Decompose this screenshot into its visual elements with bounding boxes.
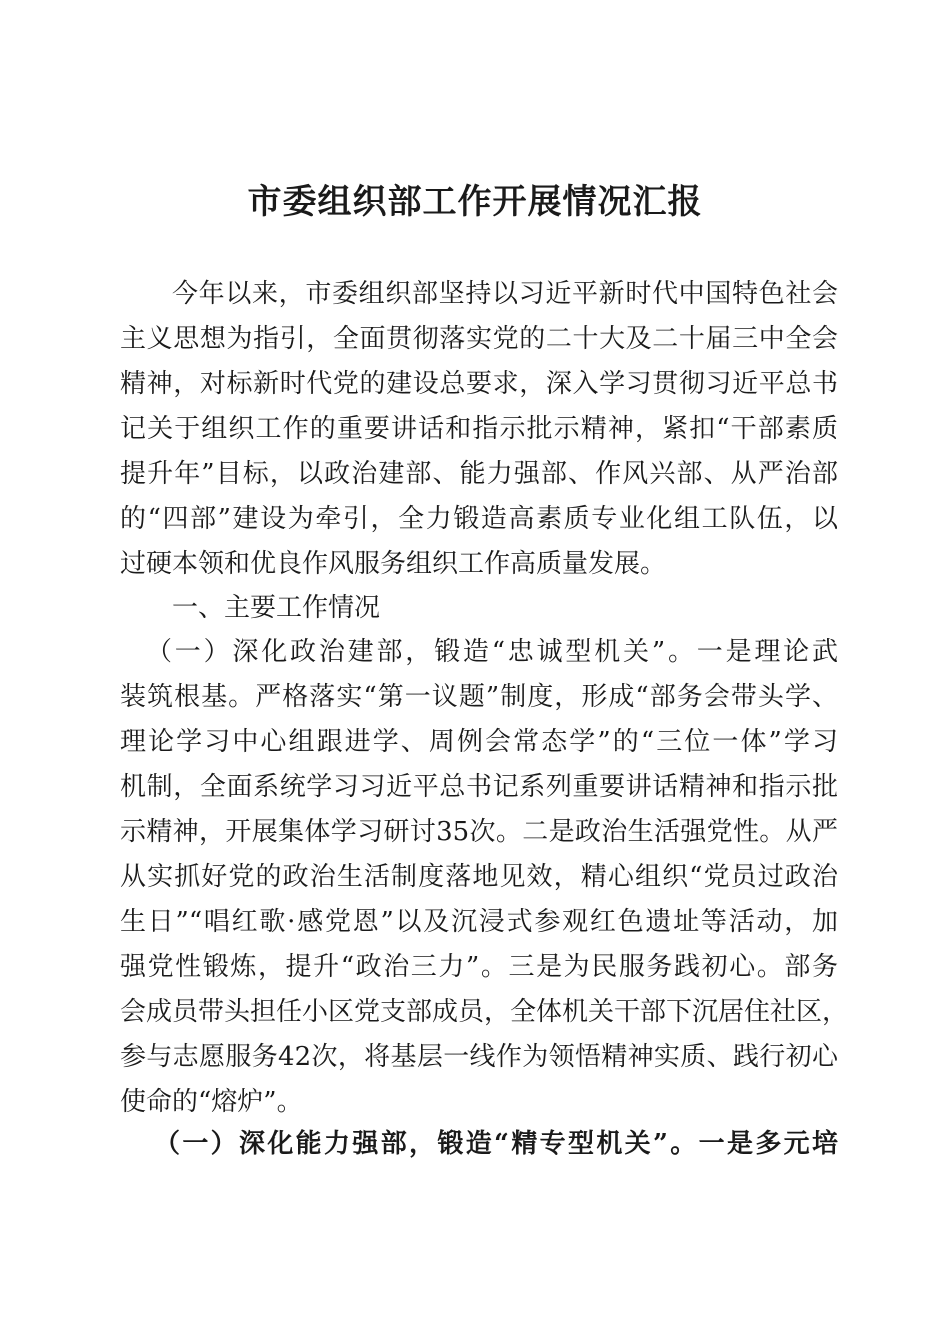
paragraph-line: 使命的“熔炉”。 — [120, 1087, 303, 1117]
intro-paragraph — [120, 272, 838, 587]
paragraph-line: （一）深化政治建部，锻造“忠诚型机关”。一是理论武 — [146, 637, 838, 667]
paragraph-line: 机制，全面系统学习习近平总书记系列重要讲话精神和指示批 — [120, 772, 838, 802]
paragraph-line: 强党性锻炼，提升“政治三力”。三是为民服务践初心。部务 — [120, 952, 838, 982]
paragraph-line: 提升年”目标，以政治建部、能力强部、作风兴部、从严治部 — [120, 459, 838, 489]
paragraph-line: 参与志愿服务42次，将基层一线作为领悟精神实质、践行初心 — [120, 1042, 838, 1072]
paragraph-line: 会成员带头担任小区党支部成员，全体机关干部下沉居住社区， — [120, 997, 849, 1027]
section-heading: 一、主要工作情况 — [172, 593, 381, 623]
paragraph-line: 的“四部”建设为牵引，全力锻造高素质专业化组工队伍，以 — [120, 504, 838, 534]
paragraph-line: （一）深化能力强部，锻造“精专型机关”。一是多元培 — [154, 1129, 838, 1159]
paragraph-line: 理论学习中心组跟进学、周例会常态学”的“三位一体”学习 — [120, 727, 838, 757]
paragraph-line: 装筑根基。严格落实“第一议题”制度，形成“部务会带头学、 — [120, 682, 838, 712]
paragraph-line: 今年以来，市委组织部坚持以习近平新时代中国特色社会 — [172, 279, 838, 309]
paragraph-line: 生日”“唱红歌·感党恩”以及沉浸式参观红色遗址等活动，加 — [120, 907, 838, 937]
paragraph-line: 主义思想为指引，全面贯彻落实党的二十大及二十届三中全会 — [120, 324, 838, 354]
section-heading-block — [120, 586, 838, 631]
paragraph-line: 记关于组织工作的重要讲话和指示批示精神，紧扣“干部素质 — [120, 414, 838, 444]
paragraph-line: 过硬本领和优良作风服务组织工作高质量发展。 — [120, 549, 667, 579]
paragraph-line: 精神，对标新时代党的建设总要求，深入学习贯彻习近平总书 — [120, 369, 838, 399]
paragraph-line: 示精神，开展集体学习研讨35次。二是政治生活强党性。从严 — [120, 817, 838, 847]
section1-paragraph — [120, 630, 849, 1125]
document-title: 市委组织部工作开展情况汇报 — [247, 182, 703, 222]
section1-paragraph-2 — [120, 1122, 838, 1167]
paragraph-line: 从实抓好党的政治生活制度落地见效，精心组织“党员过政治 — [120, 862, 838, 892]
